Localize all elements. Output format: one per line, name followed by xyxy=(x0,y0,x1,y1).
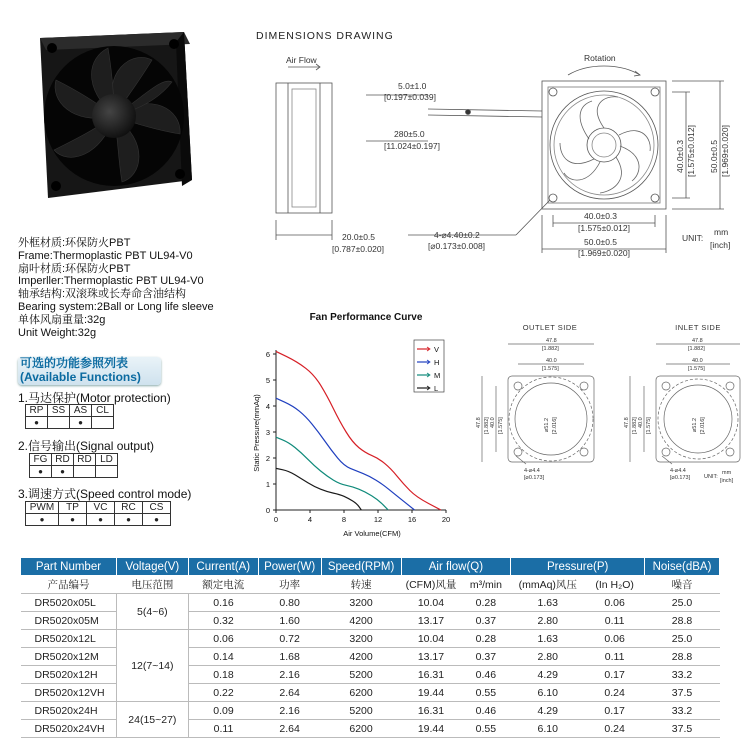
cable-pitch-in: [0.197±0.039] xyxy=(384,92,436,102)
cable-length: 280±5.0 xyxy=(394,129,425,139)
series-line-l xyxy=(276,468,361,510)
table-subheader-row xyxy=(21,576,720,594)
outlet-h2-in: [1.575] xyxy=(498,417,504,434)
pressure-mmaq: 4.29 xyxy=(511,666,585,684)
airflow-cfm: 19.44 xyxy=(401,684,461,702)
x-tick-label: 4 xyxy=(307,515,313,524)
spec-line: 轴承结构:双滚珠或长寿命含油结构 xyxy=(18,288,187,301)
outlet-title: OUTLET SIDE xyxy=(522,323,578,332)
part-number: DR5020x12M xyxy=(21,648,117,666)
inlet-holes: 4-⌀4.4 xyxy=(670,468,686,474)
table-header: Voltage(V) xyxy=(116,558,188,576)
signal-output-heading: 2.信号输出(Signal output) xyxy=(18,439,155,453)
airflow-m3: 0.55 xyxy=(461,684,511,702)
outlet-h2: 40.0 xyxy=(490,417,496,428)
table-header: Air flow(Q) xyxy=(401,558,511,576)
x-tick-label: 8 xyxy=(341,515,347,524)
x-tick-label: 12 xyxy=(373,515,383,524)
noise: 28.8 xyxy=(645,612,720,630)
option-dot: ● xyxy=(30,466,52,478)
inlet-h2: 40.0 xyxy=(638,417,644,428)
speed: 6200 xyxy=(321,720,401,738)
spec-table xyxy=(20,557,720,738)
y-axis-label: Static Pressure(mmAq) xyxy=(252,394,261,472)
option-dot xyxy=(48,417,70,429)
legend-box xyxy=(414,340,444,392)
noise: 25.0 xyxy=(645,630,720,648)
inlet-w1-in: [1.882] xyxy=(688,346,705,352)
spec-line: 外框材质:环保防火PBT xyxy=(18,237,131,249)
pressure-inh2o: 0.17 xyxy=(585,666,645,684)
part-number: DR5020x12VH xyxy=(21,684,117,702)
y-tick-label: 0 xyxy=(265,506,270,515)
option-dot: ● xyxy=(52,466,74,478)
option-label: AS xyxy=(70,405,92,417)
outlet-holes-in: [⌀0.173] xyxy=(524,475,545,481)
airflow-cfm: 10.04 xyxy=(401,594,461,612)
airflow-m3: 0.37 xyxy=(461,612,511,630)
functions-title-en: (Available Functions) xyxy=(20,369,141,384)
table-row xyxy=(21,594,720,612)
option-label: RC xyxy=(115,502,143,514)
outlet-side-drawing xyxy=(468,316,608,486)
airflow-m3: 0.37 xyxy=(461,648,511,666)
part-number: DR5020x24VH xyxy=(21,720,117,738)
cable-pitch: 5.0±1.0 xyxy=(398,81,427,91)
speed-control-heading: 3.调速方式(Speed control mode) xyxy=(18,487,192,501)
hole-pitch-w: 40.0±0.3 xyxy=(584,211,618,221)
option-label: RP xyxy=(26,405,48,417)
speed: 3200 xyxy=(321,594,401,612)
noise: 25.0 xyxy=(645,594,720,612)
table-subheader: (mmAq)风压 xyxy=(511,576,585,594)
option-dot: ● xyxy=(26,417,48,429)
current: 0.22 xyxy=(188,684,258,702)
inlet-unit-inch: [inch] xyxy=(720,478,734,484)
outlet-w2: 40.0 xyxy=(546,358,557,364)
chart-title: Fan Performance Curve xyxy=(309,312,423,323)
pressure-inh2o: 0.06 xyxy=(585,594,645,612)
option-dot: ● xyxy=(143,514,171,526)
inlet-holes-in: [⌀0.173] xyxy=(670,475,691,481)
power: 1.68 xyxy=(258,648,321,666)
current: 0.09 xyxy=(188,702,258,720)
option-label: CS xyxy=(143,502,171,514)
width-dim-in: [1.969±0.020] xyxy=(578,248,630,258)
option-dot xyxy=(74,466,96,478)
inlet-w2: 40.0 xyxy=(692,358,703,364)
hole-pitch-h-in: [1.575±0.012] xyxy=(686,125,696,177)
x-axis-label: Air Volume(CFM) xyxy=(343,529,401,538)
y-tick-label: 6 xyxy=(265,350,270,359)
outlet-h1: 47.8 xyxy=(476,417,482,428)
pressure-mmaq: 2.80 xyxy=(511,648,585,666)
spec-line: 扇叶材质:环保防火PBT xyxy=(18,262,131,275)
inlet-h2-in: [1.575] xyxy=(646,417,652,434)
unit-label: UNIT: xyxy=(682,233,704,243)
spec-line: Bearing system:2Ball or Long life sleeve xyxy=(18,300,214,313)
option-dot: ● xyxy=(59,514,87,526)
inlet-w2-in: [1.575] xyxy=(688,366,705,372)
speed: 6200 xyxy=(321,684,401,702)
outlet-h1-in: [1.882] xyxy=(484,417,490,434)
inlet-side-drawing xyxy=(612,316,746,488)
pressure-inh2o: 0.24 xyxy=(585,720,645,738)
spec-list xyxy=(18,237,214,339)
current: 0.14 xyxy=(188,648,258,666)
airflow-cfm: 16.31 xyxy=(401,666,461,684)
table-header: Noise(dBA) xyxy=(645,558,720,576)
inlet-title: INLET SIDE xyxy=(675,323,721,332)
inlet-circle-in: [2.016] xyxy=(700,417,706,434)
signal-output-table xyxy=(29,453,118,478)
outlet-circle: ⌀51.2 xyxy=(544,417,550,432)
x-tick-label: 0 xyxy=(273,515,279,524)
spec-line: 单体风扇重量:32g xyxy=(18,313,106,326)
unit-inch: [inch] xyxy=(710,240,731,250)
voltage-range: 24(15~27) xyxy=(116,702,188,738)
option-label: PWM xyxy=(26,502,59,514)
unit-mm: mm xyxy=(714,227,729,237)
pressure-inh2o: 0.06 xyxy=(585,630,645,648)
table-header: Part Number xyxy=(21,558,117,576)
inlet-w1: 47.8 xyxy=(692,338,703,344)
table-header-row xyxy=(21,558,720,576)
y-tick-label: 5 xyxy=(265,376,270,385)
speed-control-table xyxy=(25,501,171,526)
airflow-m3: 0.28 xyxy=(461,594,511,612)
hole-pitch-h: 40.0±0.3 xyxy=(675,139,685,173)
noise: 33.2 xyxy=(645,666,720,684)
airflow-m3: 0.55 xyxy=(461,720,511,738)
motor-protection-table xyxy=(25,404,114,429)
rotation-label: Rotation xyxy=(584,53,616,63)
inlet-circle: ⌀51.2 xyxy=(692,417,698,432)
y-tick-label: 2 xyxy=(265,454,270,463)
power: 0.72 xyxy=(258,630,321,648)
option-dot: ● xyxy=(87,514,115,526)
part-number: DR5020x12H xyxy=(21,666,117,684)
option-label: $\overline{RD}$ xyxy=(74,454,96,466)
airflow-cfm: 16.31 xyxy=(401,702,461,720)
fan-performance-chart xyxy=(248,308,460,540)
part-number: DR5020x05L xyxy=(21,594,117,612)
table-header: Speed(RPM) xyxy=(321,558,401,576)
option-dot xyxy=(96,466,118,478)
airflow-cfm: 13.17 xyxy=(401,612,461,630)
pressure-mmaq: 6.10 xyxy=(511,684,585,702)
inlet-h1-in: [1.882] xyxy=(632,417,638,434)
inlet-unit-mm: mm xyxy=(722,470,732,476)
motor-protection-heading: 1.马达保护(Motor protection) xyxy=(18,391,171,405)
speed: 5200 xyxy=(321,702,401,720)
functions-title-cn: 可选的功能参照列表 xyxy=(20,356,129,370)
power: 2.64 xyxy=(258,684,321,702)
part-number: DR5020x12L xyxy=(21,630,117,648)
legend-label: V xyxy=(434,345,440,354)
power: 2.16 xyxy=(258,666,321,684)
noise: 37.5 xyxy=(645,684,720,702)
table-subheader: 转速 xyxy=(321,576,401,594)
height-dim-in: [1.969±0.020] xyxy=(720,125,730,177)
current: 0.18 xyxy=(188,666,258,684)
airflow-m3: 0.46 xyxy=(461,702,511,720)
table-header: Power(W) xyxy=(258,558,321,576)
airflow-m3: 0.28 xyxy=(461,630,511,648)
noise: 28.8 xyxy=(645,648,720,666)
outlet-holes: 4-⌀4.4 xyxy=(524,468,540,474)
dimensions-title: DIMENSIONS DRAWING xyxy=(256,30,394,42)
pressure-inh2o: 0.11 xyxy=(585,648,645,666)
pressure-mmaq: 4.29 xyxy=(511,702,585,720)
outlet-w1-in: [1.882] xyxy=(542,346,559,352)
holes-dim-in: [⌀0.173±0.008] xyxy=(428,241,486,251)
x-tick-label: 16 xyxy=(407,515,417,524)
holes-dim: 4-⌀4.40±0.2 xyxy=(434,230,480,240)
legend-label: H xyxy=(434,358,440,367)
outlet-w1: 47.8 xyxy=(546,338,557,344)
y-tick-label: 1 xyxy=(265,480,270,489)
width-dim: 50.0±0.5 xyxy=(584,237,618,247)
table-subheader: 噪音 xyxy=(645,576,720,594)
speed: 4200 xyxy=(321,612,401,630)
spec-line: Unit Weight:32g xyxy=(18,326,97,339)
pressure-mmaq: 1.63 xyxy=(511,594,585,612)
option-label: CL xyxy=(92,405,114,417)
pressure-mmaq: 2.80 xyxy=(511,612,585,630)
table-row xyxy=(21,630,720,648)
power: 2.64 xyxy=(258,720,321,738)
noise: 37.5 xyxy=(645,720,720,738)
option-label: LD xyxy=(96,454,118,466)
height-dim: 50.0±0.5 xyxy=(709,139,719,173)
current: 0.32 xyxy=(188,612,258,630)
part-number: DR5020x05M xyxy=(21,612,117,630)
table-header: Current(A) xyxy=(188,558,258,576)
speed: 3200 xyxy=(321,630,401,648)
speed: 5200 xyxy=(321,666,401,684)
table-subheader: 功率 xyxy=(258,576,321,594)
option-label: RD xyxy=(52,454,74,466)
table-subheader: 额定电流 xyxy=(188,576,258,594)
series-line-h xyxy=(276,398,415,510)
option-label: SS xyxy=(48,405,70,417)
airflow-cfm: 19.44 xyxy=(401,720,461,738)
power: 2.16 xyxy=(258,702,321,720)
airflow-m3: 0.46 xyxy=(461,666,511,684)
y-tick-label: 4 xyxy=(265,402,270,411)
pressure-mmaq: 6.10 xyxy=(511,720,585,738)
outlet-circle-in: [2.016] xyxy=(552,417,558,434)
current: 0.11 xyxy=(188,720,258,738)
part-number: DR5020x24H xyxy=(21,702,117,720)
cable-length-in: [11.024±0.197] xyxy=(384,141,441,151)
option-dot: ● xyxy=(70,417,92,429)
outlet-w2-in: [1.575] xyxy=(542,366,559,372)
hole-pitch-w-in: [1.575±0.012] xyxy=(578,223,630,233)
voltage-range: 12(7~14) xyxy=(116,630,188,702)
table-subheader: (In H₂O) xyxy=(585,576,645,594)
legend-label: M xyxy=(434,371,441,380)
thickness: 20.0±0.5 xyxy=(342,232,376,242)
functions-banner xyxy=(18,357,161,385)
table-header: Pressure(P) xyxy=(511,558,645,576)
noise: 33.2 xyxy=(645,702,720,720)
pressure-inh2o: 0.24 xyxy=(585,684,645,702)
option-dot xyxy=(92,417,114,429)
speed: 4200 xyxy=(321,648,401,666)
voltage-range: 5(4~6) xyxy=(116,594,188,630)
spec-line: Imperller:Thermoplastic PBT UL94-V0 xyxy=(18,275,204,288)
fan-photo xyxy=(22,30,194,202)
pressure-mmaq: 1.63 xyxy=(511,630,585,648)
legend-label: L xyxy=(434,384,439,393)
table-subheader: (CFM)风量 xyxy=(401,576,461,594)
table-subheader: 产品编号 xyxy=(21,576,117,594)
inlet-h1: 47.8 xyxy=(624,417,630,428)
airflow-cfm: 10.04 xyxy=(401,630,461,648)
pressure-inh2o: 0.11 xyxy=(585,612,645,630)
current: 0.16 xyxy=(188,594,258,612)
table-subheader: m³/min xyxy=(461,576,511,594)
table-subheader: 电压范围 xyxy=(116,576,188,594)
inlet-unit-label: UNIT: xyxy=(704,474,718,480)
table-row xyxy=(21,702,720,720)
thickness-in: [0.787±0.020] xyxy=(332,244,384,254)
y-tick-label: 3 xyxy=(265,428,270,437)
option-dot: ● xyxy=(26,514,59,526)
power: 0.80 xyxy=(258,594,321,612)
power: 1.60 xyxy=(258,612,321,630)
dimensions-drawing xyxy=(258,45,744,263)
option-label: FG xyxy=(30,454,52,466)
air-flow-label: Air Flow xyxy=(286,55,317,65)
option-label: VC xyxy=(87,502,115,514)
pressure-inh2o: 0.17 xyxy=(585,702,645,720)
airflow-cfm: 13.17 xyxy=(401,648,461,666)
spec-line: Frame:Thermoplastic PBT UL94-V0 xyxy=(18,249,193,262)
current: 0.06 xyxy=(188,630,258,648)
option-dot: ● xyxy=(115,514,143,526)
option-label: TP xyxy=(59,502,87,514)
x-tick-label: 20 xyxy=(441,515,451,524)
